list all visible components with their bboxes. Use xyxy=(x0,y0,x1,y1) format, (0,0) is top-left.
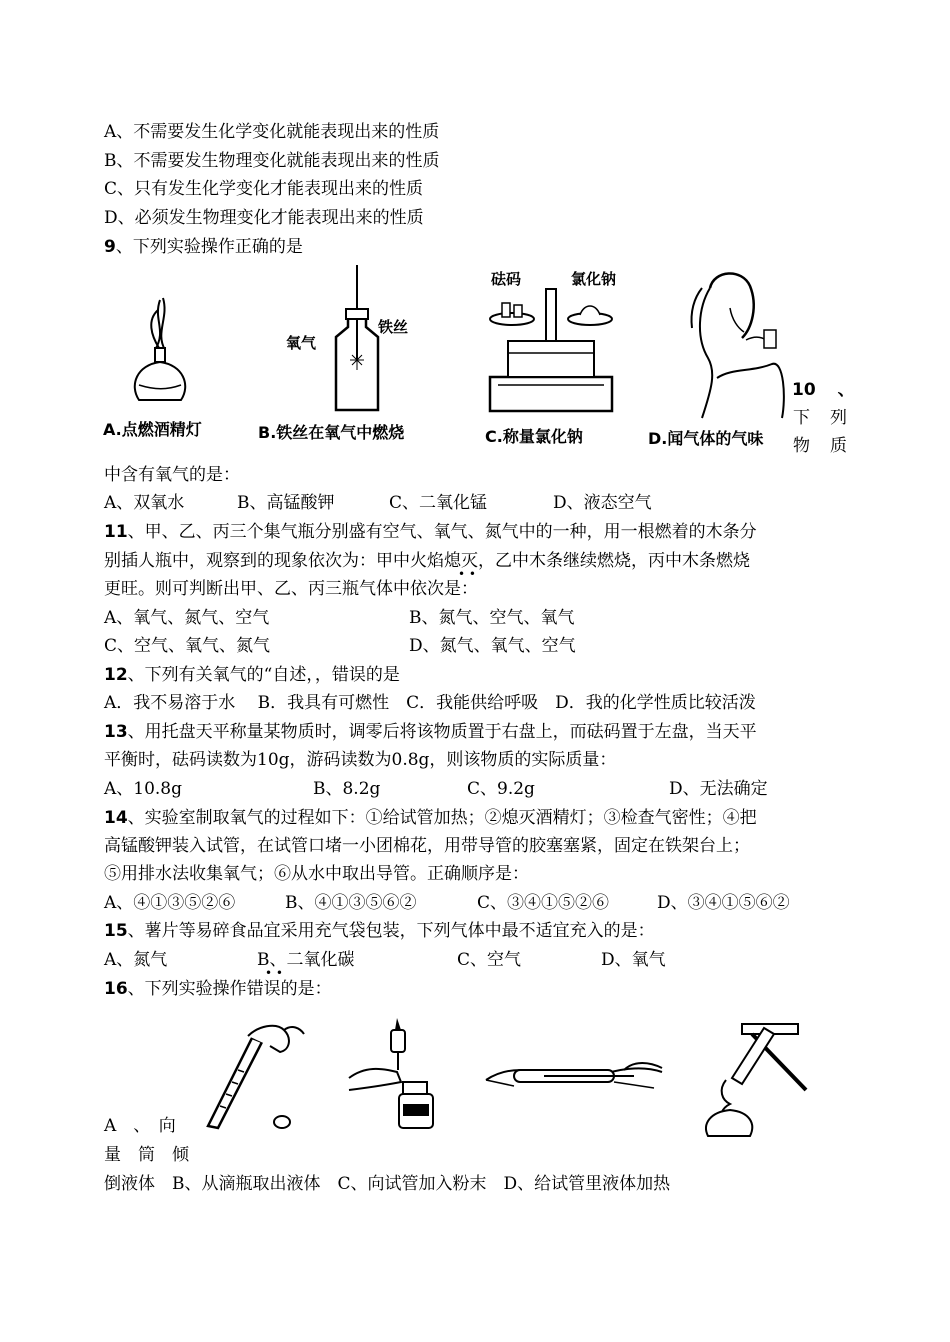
q10-option-c: C、二氧化锰 xyxy=(389,493,488,513)
balance-figure xyxy=(488,285,618,415)
q11-line-1 xyxy=(104,520,846,544)
q15-stem-text: 、薯片等易碎食品宜采用充气袋包装，下列气体中最不适宜充入的是： xyxy=(127,921,655,941)
alcohol-lamp-figure xyxy=(125,290,195,405)
q11-option-b: B、氮气、空气、氧气 xyxy=(409,608,575,628)
label-iron-wire: 铁丝 xyxy=(378,318,409,336)
q14-option-a: A、④①③⑤②⑥ xyxy=(104,893,236,913)
q14-option-c: C、③④①⑤②⑥ xyxy=(477,893,610,913)
q16-a-part-1: A 、 向 xyxy=(104,1116,176,1136)
label-weights: 砝码 xyxy=(491,270,522,288)
q16-stem-text: 、下列实验操作错误的是： xyxy=(127,979,332,999)
q10-side-2 xyxy=(793,434,847,458)
q12-number: 12 xyxy=(104,665,128,685)
q16-options: 倒液体 B、从滴瓶取出液体 C、向试管加入粉末 D、给试管里液体加热 xyxy=(104,1174,671,1194)
q10-num: 10 xyxy=(792,380,816,400)
heat-liquid-tube-figure xyxy=(702,1020,812,1140)
q14-number: 14 xyxy=(104,808,128,828)
q10-side-d: 质 xyxy=(830,436,847,456)
q10-option-a: A、双氧水 xyxy=(104,493,185,513)
q8-option-c: C、只有发生化学变化才能表现出来的性质 xyxy=(104,179,424,199)
q10-side-1 xyxy=(793,406,847,430)
q8-option-b: B、不需要发生物理变化就能表现出来的性质 xyxy=(104,151,440,171)
smelling-gas-figure xyxy=(672,268,787,420)
q10-option-b: B、高锰酸钾 xyxy=(237,493,335,513)
q15-stem xyxy=(104,919,655,943)
q15-number: 15 xyxy=(104,921,128,941)
q16-stem xyxy=(104,977,332,1001)
q13-option-d: D、无法确定 xyxy=(669,779,768,799)
q11-option-c: C、空气、氧气、氮气 xyxy=(104,636,271,656)
q10-side-a: 下 xyxy=(793,408,810,428)
q11-number: 11 xyxy=(104,522,128,542)
q12-options: A．我不易溶于水 B．我具有可燃性 C．我能供给呼吸 D．我的化学性质比较活泼 xyxy=(104,693,756,713)
q13-line-1 xyxy=(104,720,757,744)
q14-line-3: ⑤用排水法收集氧气；⑥从水中取出导管。正确顺序是： xyxy=(104,864,529,884)
q13-option-b: B、8.2g xyxy=(313,779,381,799)
q15-option-d: D、氧气 xyxy=(601,950,666,970)
q13-option-c: C、9.2g xyxy=(467,779,535,799)
q12-stem xyxy=(104,663,400,687)
q10-side-c: 物 xyxy=(793,436,810,456)
q12-stem-text: 、下列有关氧气的“自述，，错误的是 xyxy=(127,665,400,685)
q9-stem xyxy=(104,235,303,259)
q16-number: 16 xyxy=(104,979,128,999)
iron-wire-oxygen-figure xyxy=(330,265,385,415)
q8-option-a: A、不需要发生化学变化就能表现出来的性质 xyxy=(104,122,440,142)
q13-line-1-text: 、用托盘天平称量某物质时，调零后将该物质置于右盘上，而砝码置于左盘，当天平 xyxy=(127,722,757,742)
q11-option-d: D、氮气、氧气、空气 xyxy=(409,636,576,656)
q10-cont: 中含有氧气的是： xyxy=(104,465,240,485)
add-powder-tube-figure xyxy=(484,1050,664,1095)
q9-caption-c: C.称量氯化钠 xyxy=(485,427,583,446)
q14-line-2: 高锰酸钾装入试管，在试管口堵一小团棉花，用带导管的胶塞塞紧，固定在铁架台上； xyxy=(104,836,750,856)
q11-line-2: 别插人瓶中，观察到的现象依次为：甲中火焰熄灭，乙中木条继续燃烧，丙中木条燃烧 xyxy=(104,551,750,571)
q13-line-2: 平衡时，砝码读数为10g，游码读数为0.8g，则该物质的实际质量： xyxy=(104,750,617,770)
q14-line-1-text: 、实验室制取氧气的过程如下：①给试管加热；②熄灭酒精灯；③检查气密性；④把 xyxy=(127,808,757,828)
q8-option-d: D、必须发生物理变化才能表现出来的性质 xyxy=(104,208,424,228)
q9-caption-b: B.铁丝在氧气中燃烧 xyxy=(258,423,405,442)
q14-option-d: D、③④①⑤⑥② xyxy=(657,893,790,913)
q10-number xyxy=(792,378,855,402)
q16-a-part-2: 量 筒 倾 xyxy=(104,1145,189,1165)
q11-option-a: A、氧气、氮气、空气 xyxy=(104,608,270,628)
q15-option-b: B、二氧化碳 xyxy=(257,950,355,970)
emphasis-dots-2: • • xyxy=(265,966,283,980)
q9-number: 9 xyxy=(104,237,116,257)
q9-caption-a: A.点燃酒精灯 xyxy=(103,420,202,439)
q14-line-1 xyxy=(104,806,757,830)
q13-number: 13 xyxy=(104,722,128,742)
q15-option-c: C、空气 xyxy=(457,950,522,970)
q15-option-a: A、氮气 xyxy=(104,950,168,970)
q13-option-a: A、10.8g xyxy=(104,779,183,799)
dropper-bottle-figure xyxy=(345,1016,440,1131)
q14-option-b: B、④①③⑤⑥② xyxy=(285,893,417,913)
q10-option-d: D、液态空气 xyxy=(553,493,652,513)
q9-caption-d: D.闻气体的气味 xyxy=(648,429,764,448)
q11-line-3: 更旺。则可判断出甲、乙、丙三瓶气体中依次是： xyxy=(104,579,478,599)
emphasis-dots: • • xyxy=(458,567,476,581)
label-oxygen: 氧气 xyxy=(286,334,317,352)
q9-stem-text: 、下列实验操作正确的是 xyxy=(115,237,303,257)
q10-side-b: 列 xyxy=(830,408,847,428)
q11-line-1-text: 、甲、乙、丙三个集气瓶分别盛有空气、氧气、氮气中的一种，用一根燃着的木条分 xyxy=(127,522,757,542)
q10-comma: 、 xyxy=(837,380,855,400)
label-nacl: 氯化钠 xyxy=(571,270,617,288)
pour-liquid-cylinder-figure xyxy=(200,1018,310,1128)
